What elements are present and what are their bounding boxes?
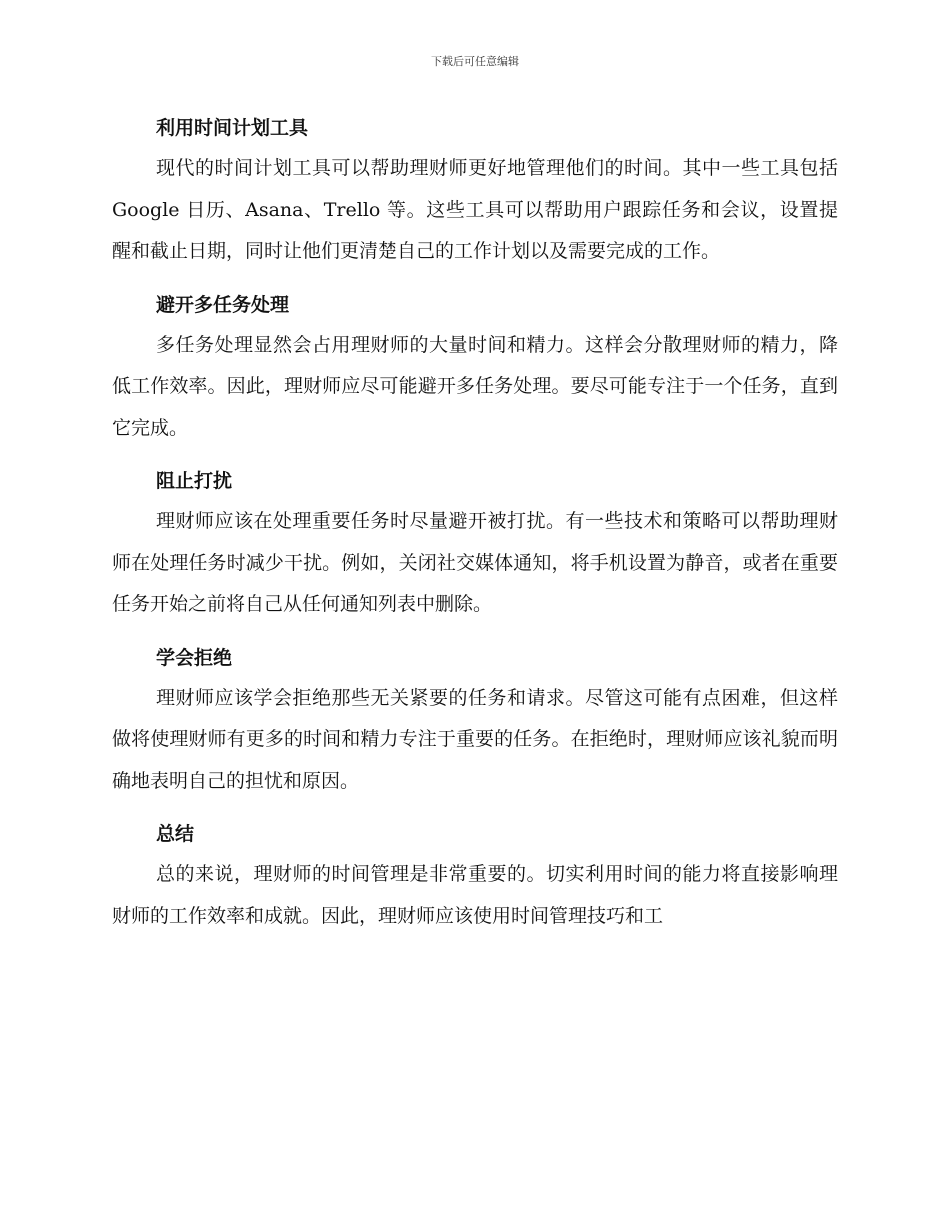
section-paragraph: 理财师应该学会拒绝那些无关紧要的任务和请求。尽管这可能有点困难，但这样做将使理财师有更多的时间和精力专注于重要的任务。在拒绝时，理财师应该礼貌而明确地表明自己的担忧和原因。 <box>112 686 838 792</box>
section-heading: 总结 <box>156 823 195 845</box>
document-body <box>112 108 838 949</box>
section-heading: 避开多任务处理 <box>156 293 290 316</box>
section-avoid-multitasking <box>112 285 838 450</box>
section-time-planning-tools <box>112 108 838 273</box>
section-heading: 利用时间计划工具 <box>156 117 309 139</box>
section-learn-to-refuse <box>112 638 838 803</box>
section-heading: 阻止打扰 <box>156 470 233 492</box>
header-note: 下载后可任意编辑 <box>431 55 519 68</box>
section-paragraph: 现代的时间计划工具可以帮助理财师更好地管理他们的时间。其中一些工具包括 Google 日历、Asana、Trello 等。这些工具可以帮助用户跟踪任务和会议，设置提醒和截止日期，同时让他们更清楚自己的工作计划以及需要完成的工作。 <box>112 157 838 262</box>
section-prevent-interruptions <box>112 461 838 626</box>
section-summary <box>112 814 838 937</box>
section-heading: 学会拒绝 <box>156 646 233 669</box>
section-paragraph: 多任务处理显然会占用理财师的大量时间和精力。这样会分散理财师的精力，降低工作效率。因此，理财师应尽可能避开多任务处理。要尽可能专注于一个任务，直到它完成。 <box>112 333 838 439</box>
section-paragraph: 总的来说，理财师的时间管理是非常重要的。切实利用时间的能力将直接影响理财师的工作效率和成就。因此，理财师应该使用时间管理技巧和工 <box>112 863 838 927</box>
section-paragraph: 理财师应该在处理重要任务时尽量避开被打扰。有一些技术和策略可以帮助理财师在处理任务时减少干扰。例如，关闭社交媒体通知，将手机设置为静音，或者在重要任务开始之前将自己从任何通知列表中删除。 <box>112 510 838 615</box>
